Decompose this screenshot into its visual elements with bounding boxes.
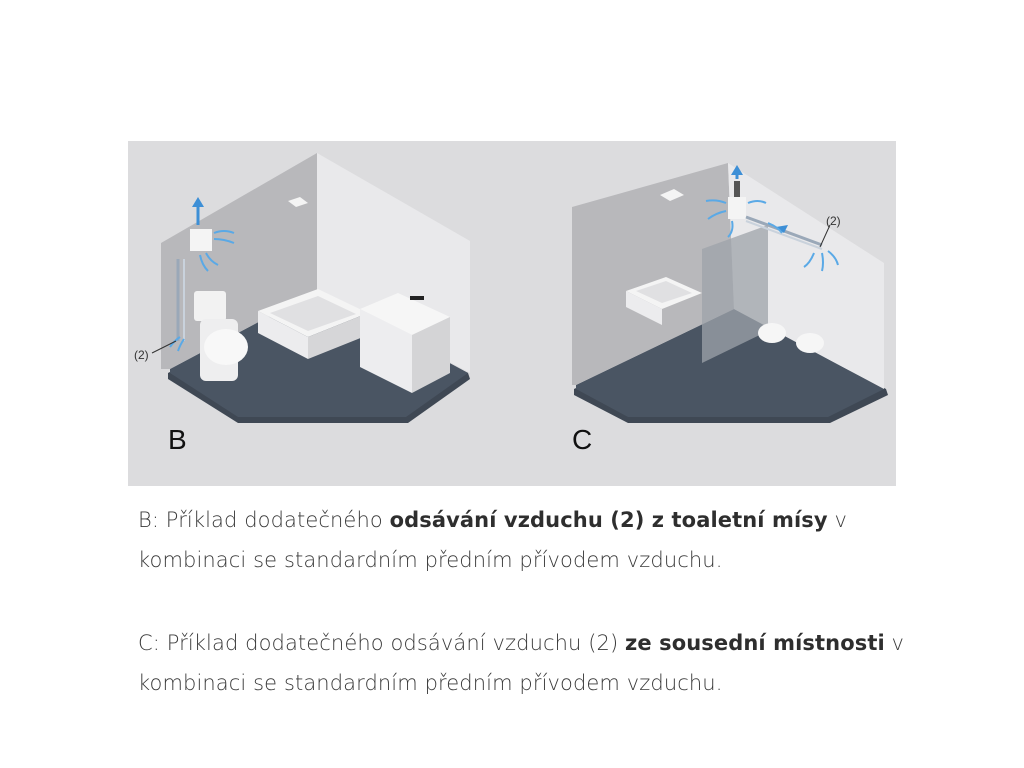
toilet-cistern	[194, 291, 226, 321]
fan-unit-b	[190, 229, 212, 251]
panel-letter-c: C	[572, 424, 593, 455]
panel-c	[572, 163, 888, 455]
callout-b: (2)	[134, 348, 149, 362]
caption-c-text-2: v kombinaci se standardním předním přívodem vzduchu.	[138, 631, 905, 695]
bathroom-ventilation-illustration	[128, 141, 896, 486]
caption-b-text-2: v kombinaci se standardním předním přívodem vzduchu.	[138, 508, 847, 572]
fan-unit-c	[728, 197, 746, 219]
caption-c-bold: ze sousední místnosti	[625, 631, 885, 655]
caption-c	[138, 623, 918, 703]
caption-c-text-1: C: Příklad dodatečného odsávání vzduchu (2)	[138, 631, 626, 655]
callout-c: (2)	[826, 214, 841, 228]
caption-b	[138, 500, 918, 580]
panel-b	[134, 153, 470, 455]
wall-toilet	[758, 323, 786, 343]
bidet	[796, 333, 824, 353]
panel-letter-b: B	[168, 424, 187, 455]
caption-b-text-1: B: Příklad dodatečného	[138, 508, 390, 532]
caption-b-bold: odsávání vzduchu (2) z toaletní mísy	[389, 508, 828, 532]
illustration-svg	[128, 141, 896, 486]
up-arrow-icon	[192, 197, 204, 207]
